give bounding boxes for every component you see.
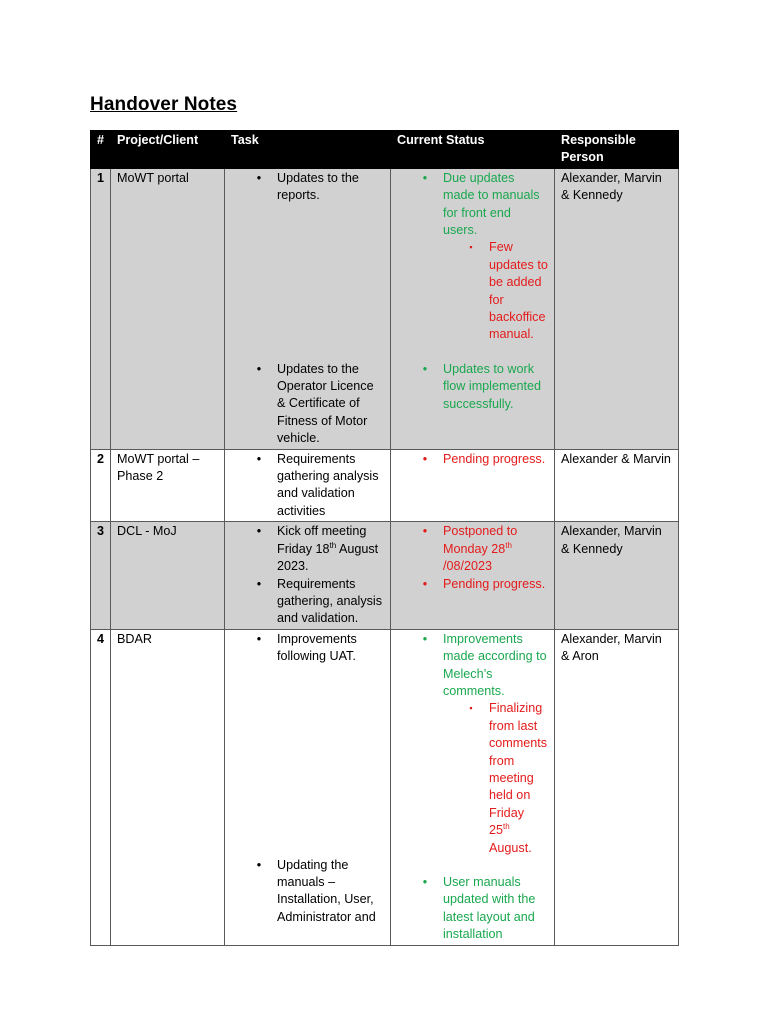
row-responsible: Alexander, Marvin & Aron	[555, 629, 679, 945]
row-project: MoWT portal	[111, 168, 225, 449]
bullet-icon: •	[422, 631, 428, 646]
row-number: 2	[91, 449, 111, 522]
bullet-icon: •	[256, 451, 262, 466]
list-item: • Due updates made to manuals for front end users.	[397, 170, 548, 240]
table-row	[91, 168, 679, 449]
row-number: 3	[91, 522, 111, 629]
square-bullet-icon: ▪	[469, 242, 473, 253]
bullet-icon: •	[422, 576, 428, 591]
row-tasks	[225, 629, 391, 945]
list-item: • Improvements following UAT.	[231, 631, 384, 666]
row-status	[391, 629, 555, 945]
row-status	[391, 522, 555, 629]
square-bullet-icon: ▪	[469, 703, 473, 714]
bullet-icon: •	[422, 361, 428, 376]
table-row	[91, 629, 679, 945]
row-tasks	[225, 168, 391, 449]
bullet-icon: •	[422, 451, 428, 466]
page-title: Handover Notes	[90, 94, 238, 115]
table-header-row	[91, 131, 679, 169]
header-number: #	[91, 131, 111, 169]
list-item: • Updates to the reports.	[231, 170, 384, 205]
row-responsible: Alexander & Marvin	[555, 449, 679, 522]
bullet-icon: •	[256, 361, 262, 376]
list-item: • Requirements gathering, analysis and validation.	[231, 576, 384, 628]
bullet-icon: •	[422, 875, 428, 889]
list-item: • Updating the manuals – Installation, User, Administrator and	[231, 857, 384, 927]
row-tasks	[225, 449, 391, 522]
header-task: Task	[225, 131, 391, 169]
bullet-icon: •	[422, 170, 428, 185]
bullet-icon: •	[256, 576, 262, 591]
row-project: DCL - MoJ	[111, 522, 225, 629]
header-responsible: Responsible Person	[555, 131, 679, 169]
bullet-icon: •	[256, 631, 262, 646]
bullet-icon: •	[256, 524, 262, 539]
row-project: BDAR	[111, 629, 225, 945]
list-item: • Pending progress.	[397, 451, 548, 468]
row-number: 4	[91, 629, 111, 945]
list-item: ▪ Finalizing from last comments from meeting held on Friday 25th August.	[397, 700, 548, 857]
list-item: • Updates to the Operator Licence & Certificate of Fitness of Motor vehicle.	[231, 361, 384, 448]
bullet-icon: •	[256, 170, 262, 185]
list-item: • User manuals updated with the latest layout and installation	[397, 874, 548, 944]
row-responsible: Alexander, Marvin & Kennedy	[555, 168, 679, 449]
row-number: 1	[91, 168, 111, 449]
row-responsible: Alexander, Marvin & Kennedy	[555, 522, 679, 629]
row-tasks	[225, 522, 391, 629]
list-item: • Postponed to Monday 28th /08/2023	[397, 523, 548, 575]
list-item: • Improvements made according to Melech’s comments.	[397, 631, 548, 701]
list-item: ▪ Few updates to be added for backoffice manual.	[397, 239, 548, 343]
header-project: Project/Client	[111, 131, 225, 169]
row-status	[391, 168, 555, 449]
handover-table	[90, 130, 679, 946]
list-item: • Updates to work flow implemented successfully.	[397, 361, 548, 413]
row-project: MoWT portal – Phase 2	[111, 449, 225, 522]
bullet-icon: •	[256, 857, 262, 872]
list-item: • Kick off meeting Friday 18th August 2023.	[231, 523, 384, 575]
row-status	[391, 449, 555, 522]
table-row	[91, 522, 679, 629]
table-row	[91, 449, 679, 522]
list-item: • Pending progress.	[397, 576, 548, 593]
header-status: Current Status	[391, 131, 555, 169]
list-item: • Requirements gathering analysis and validation activities	[231, 451, 384, 521]
bullet-icon: •	[422, 524, 428, 539]
